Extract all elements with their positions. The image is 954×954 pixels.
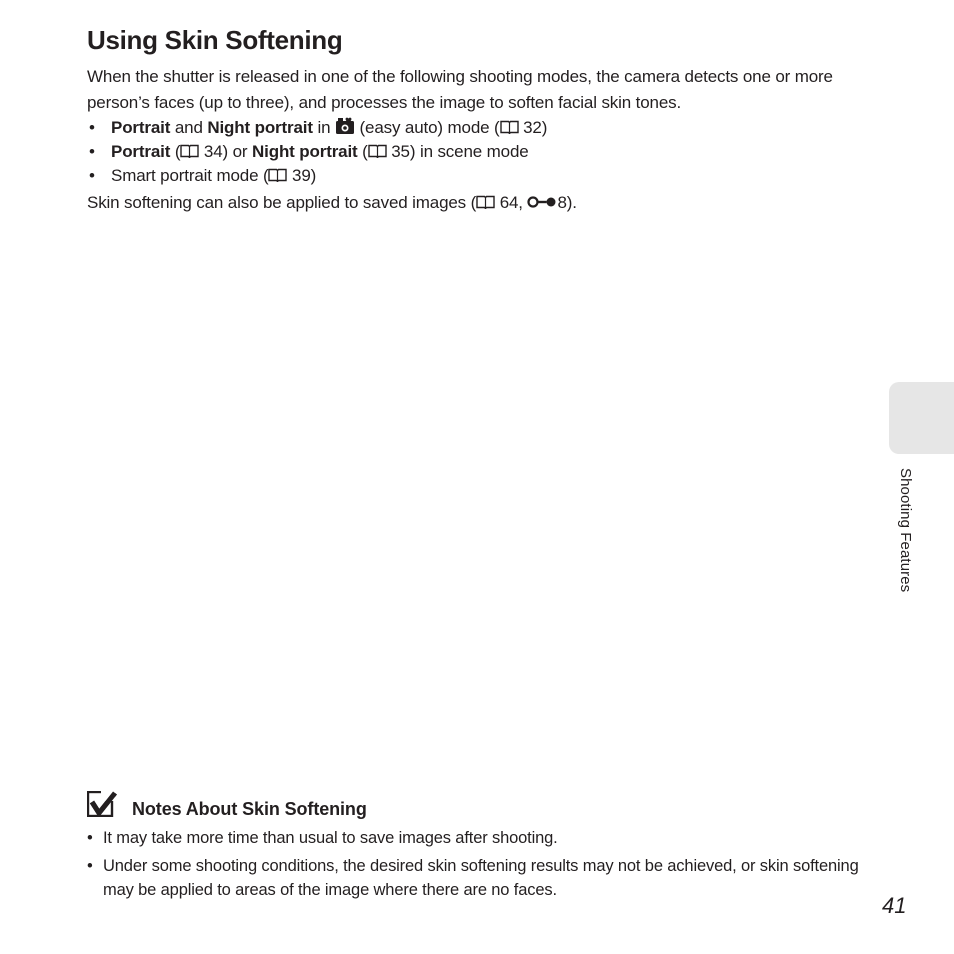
list-text: (easy auto) mode ( <box>354 118 500 137</box>
book-icon <box>268 168 287 182</box>
list-item <box>87 164 547 188</box>
closing-text: Skin softening can also be applied to saved images ( <box>87 193 477 212</box>
note-text: Under some shooting conditions, the desired skin softening results may not be achieved, or skin softening may be applied to areas of the image where there are no faces. <box>103 857 859 899</box>
bullet-dot: • <box>89 166 95 185</box>
list-item <box>87 140 547 164</box>
book-icon <box>476 195 495 209</box>
book-icon <box>180 144 199 158</box>
closing-text: 64, <box>495 193 528 212</box>
list-text: and <box>170 118 208 137</box>
mode-name: Night portrait <box>207 118 313 137</box>
list-text: 35) in scene mode <box>386 142 529 161</box>
list-text: ( <box>357 142 368 161</box>
note-text: It may take more time than usual to save images after shooting. <box>103 829 558 847</box>
list-text: 39) <box>287 166 317 185</box>
list-item <box>87 116 547 140</box>
notes-list <box>87 826 867 906</box>
bullet-dot: • <box>89 142 95 161</box>
section-label: Shooting Features <box>897 468 914 593</box>
closing-text: 8). <box>557 193 577 212</box>
page-title: Using Skin Softening <box>87 25 343 55</box>
list-item <box>87 854 867 902</box>
bullet-dot: • <box>87 829 93 847</box>
closing-paragraph <box>87 190 577 216</box>
section-tab <box>889 382 954 454</box>
mode-name: Portrait <box>111 142 171 161</box>
list-text: in <box>312 118 335 137</box>
reference-icon <box>527 191 557 205</box>
mode-name: Night portrait <box>252 142 358 161</box>
mode-list <box>87 116 547 188</box>
checkmark-note-icon <box>87 791 117 817</box>
mode-name: Portrait <box>111 118 171 137</box>
book-icon <box>500 120 519 134</box>
list-text: 34) or <box>199 142 253 161</box>
page-number: 41 <box>882 893 907 918</box>
notes-heading: Notes About Skin Softening <box>132 799 367 819</box>
list-text: 32) <box>518 118 548 137</box>
list-text: ( <box>170 142 181 161</box>
intro-paragraph: When the shutter is released in one of the following shooting modes, the camera detects one or more person’s faces (up to three), and processes the image to soften facial skin tones. <box>87 67 833 112</box>
list-text: Smart portrait mode ( <box>111 166 269 185</box>
book-icon <box>368 144 387 158</box>
bullet-dot: • <box>89 118 95 137</box>
easy-auto-icon <box>335 117 355 135</box>
bullet-dot: • <box>87 857 93 875</box>
list-item <box>87 826 867 850</box>
